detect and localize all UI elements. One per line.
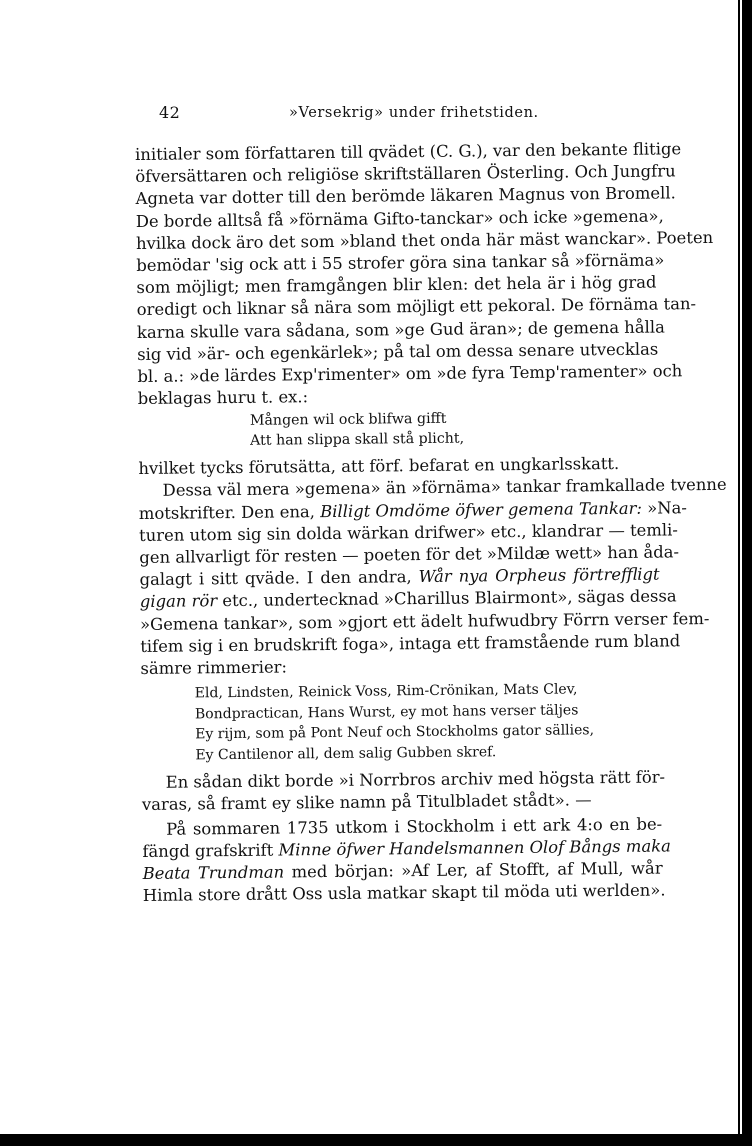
work-title: Beata Trundman <box>142 862 285 883</box>
text-line: öfversättaren och religiöse skriftställaren Österling. Och Jungfru <box>135 161 676 187</box>
work-title: Minne öfwer Handelsmannen Olof Bångs maka <box>278 836 671 860</box>
text-line: bl. a.: »de lärdes Exp'rimenter» om »de fyra Temp'ramenter» och <box>137 361 683 386</box>
paragraph <box>141 767 666 817</box>
text-segment: etc., undertecknad »Charillus Blairmont», sägas dessa <box>217 586 677 611</box>
text-segment: »Na- <box>641 497 687 518</box>
scan-border-bottom <box>0 1134 752 1146</box>
text-line: De borde alltså få »förnäma Gifto-tanckar» och icke »gemena», <box>135 206 664 231</box>
text-line: Agneta var dotter till den berömde läkaren Magnus von Bromell. <box>135 183 676 209</box>
running-head: »Versekrig» under frihetstiden. <box>289 105 539 121</box>
page-header <box>159 103 659 123</box>
text-line: Himla store drått Oss usla matkar skapt til möda uti werlden». <box>142 880 666 906</box>
text-line: beklagas huru t. ex.: <box>137 387 309 409</box>
text-line: varas, så framt ey slike namn på Titulbladet stådt». — <box>141 790 592 815</box>
text-line: oredigt och liknar så nära som möjligt ett pekoral. De förnäma tan- <box>136 294 697 320</box>
text-line: turen utom sig sin dolda wärkan drifwer» etc., klandrar — temli- <box>138 520 678 545</box>
text-segment: med början: »Af Ler, af Stofft, af Mull, wår <box>284 858 663 882</box>
text-line: som möjligt; men framgången blir klen: det hela är i hög grad <box>136 272 657 298</box>
verse-line: Eld, Lindsten, Reinick Voss, Rim-Crönikan, Mats Clev, <box>194 681 578 702</box>
text-line: gen allvarligt för resten — poeten för det »Mildæ wett» han åda- <box>139 542 680 567</box>
text-line: På sommaren 1735 utkom i Stockholm i ett ark 4:o en be- <box>166 814 663 839</box>
text-line: initialer som författaren till qvädet (C. G.), var den bekante flitige <box>135 139 682 164</box>
text-line: »Gemena tankar», som »gjort ett ädelt hufwudbry Förrn verser fem- <box>139 608 710 634</box>
text-line: Dessa väl mera »gemena» än »förnäma» tankar framkallade tvenne <box>162 475 727 501</box>
paragraph <box>142 813 671 907</box>
body-text <box>135 139 727 908</box>
verse-line: Bondpractican, Hans Wurst, ey mot hans verser täljes <box>194 702 579 723</box>
verse-line: Ey rijm, som på Pont Neuf och Stockholms gator sällies, <box>195 722 595 743</box>
paragraph <box>138 453 727 680</box>
verse-quote <box>141 675 662 772</box>
text-line: En sådan dikt borde »i Norrbros archiv med högsta rätt för- <box>165 767 666 792</box>
text-line: hvilka dock äro det som »bland thet onda här mäst wanckar». Poeten <box>135 227 714 253</box>
text-segment: galagt i sitt qväde. I den andra, <box>139 567 419 590</box>
work-title: gigan rör <box>139 591 218 612</box>
text-line: karna skulle vara sådana, som »ge Gud äran»; de gemena hålla <box>136 316 665 342</box>
verse-line: Mången wil ock blifwa gifft <box>249 411 447 430</box>
verse-line: Ey Cantilenor all, dem salig Gubben skref. <box>195 743 497 764</box>
work-title: Billigt Omdöme öfwer gemena Tankar: <box>320 498 643 521</box>
text-line: sämre rimmerier: <box>140 657 288 678</box>
verse-quote <box>138 405 658 458</box>
text-segment: fängd grafskrift <box>142 840 279 861</box>
paragraph <box>135 139 714 411</box>
text-line: tifem sig i en brudskrift foga», intaga ett framstående rum bland <box>140 631 681 656</box>
work-title: Wår nya Orpheus förtreffligt <box>418 564 660 587</box>
scan-border-right <box>742 0 752 1146</box>
text-segment: motskrifter. Den ena, <box>138 501 321 523</box>
text-line: hvilket tycks förutsätta, att förf. befarat en ungkarlsskatt. <box>138 454 620 479</box>
text-line: bemödar 'sig ock att i 55 strofer göra sina tankar så »förnäma» <box>136 250 665 275</box>
page-number: 42 <box>159 103 181 122</box>
text-line: sig vid »är- och egenkärlek»; på tal om dessa senare utvecklas <box>137 339 659 364</box>
verse-line: Att han slippa skall stå plicht, <box>250 430 465 450</box>
